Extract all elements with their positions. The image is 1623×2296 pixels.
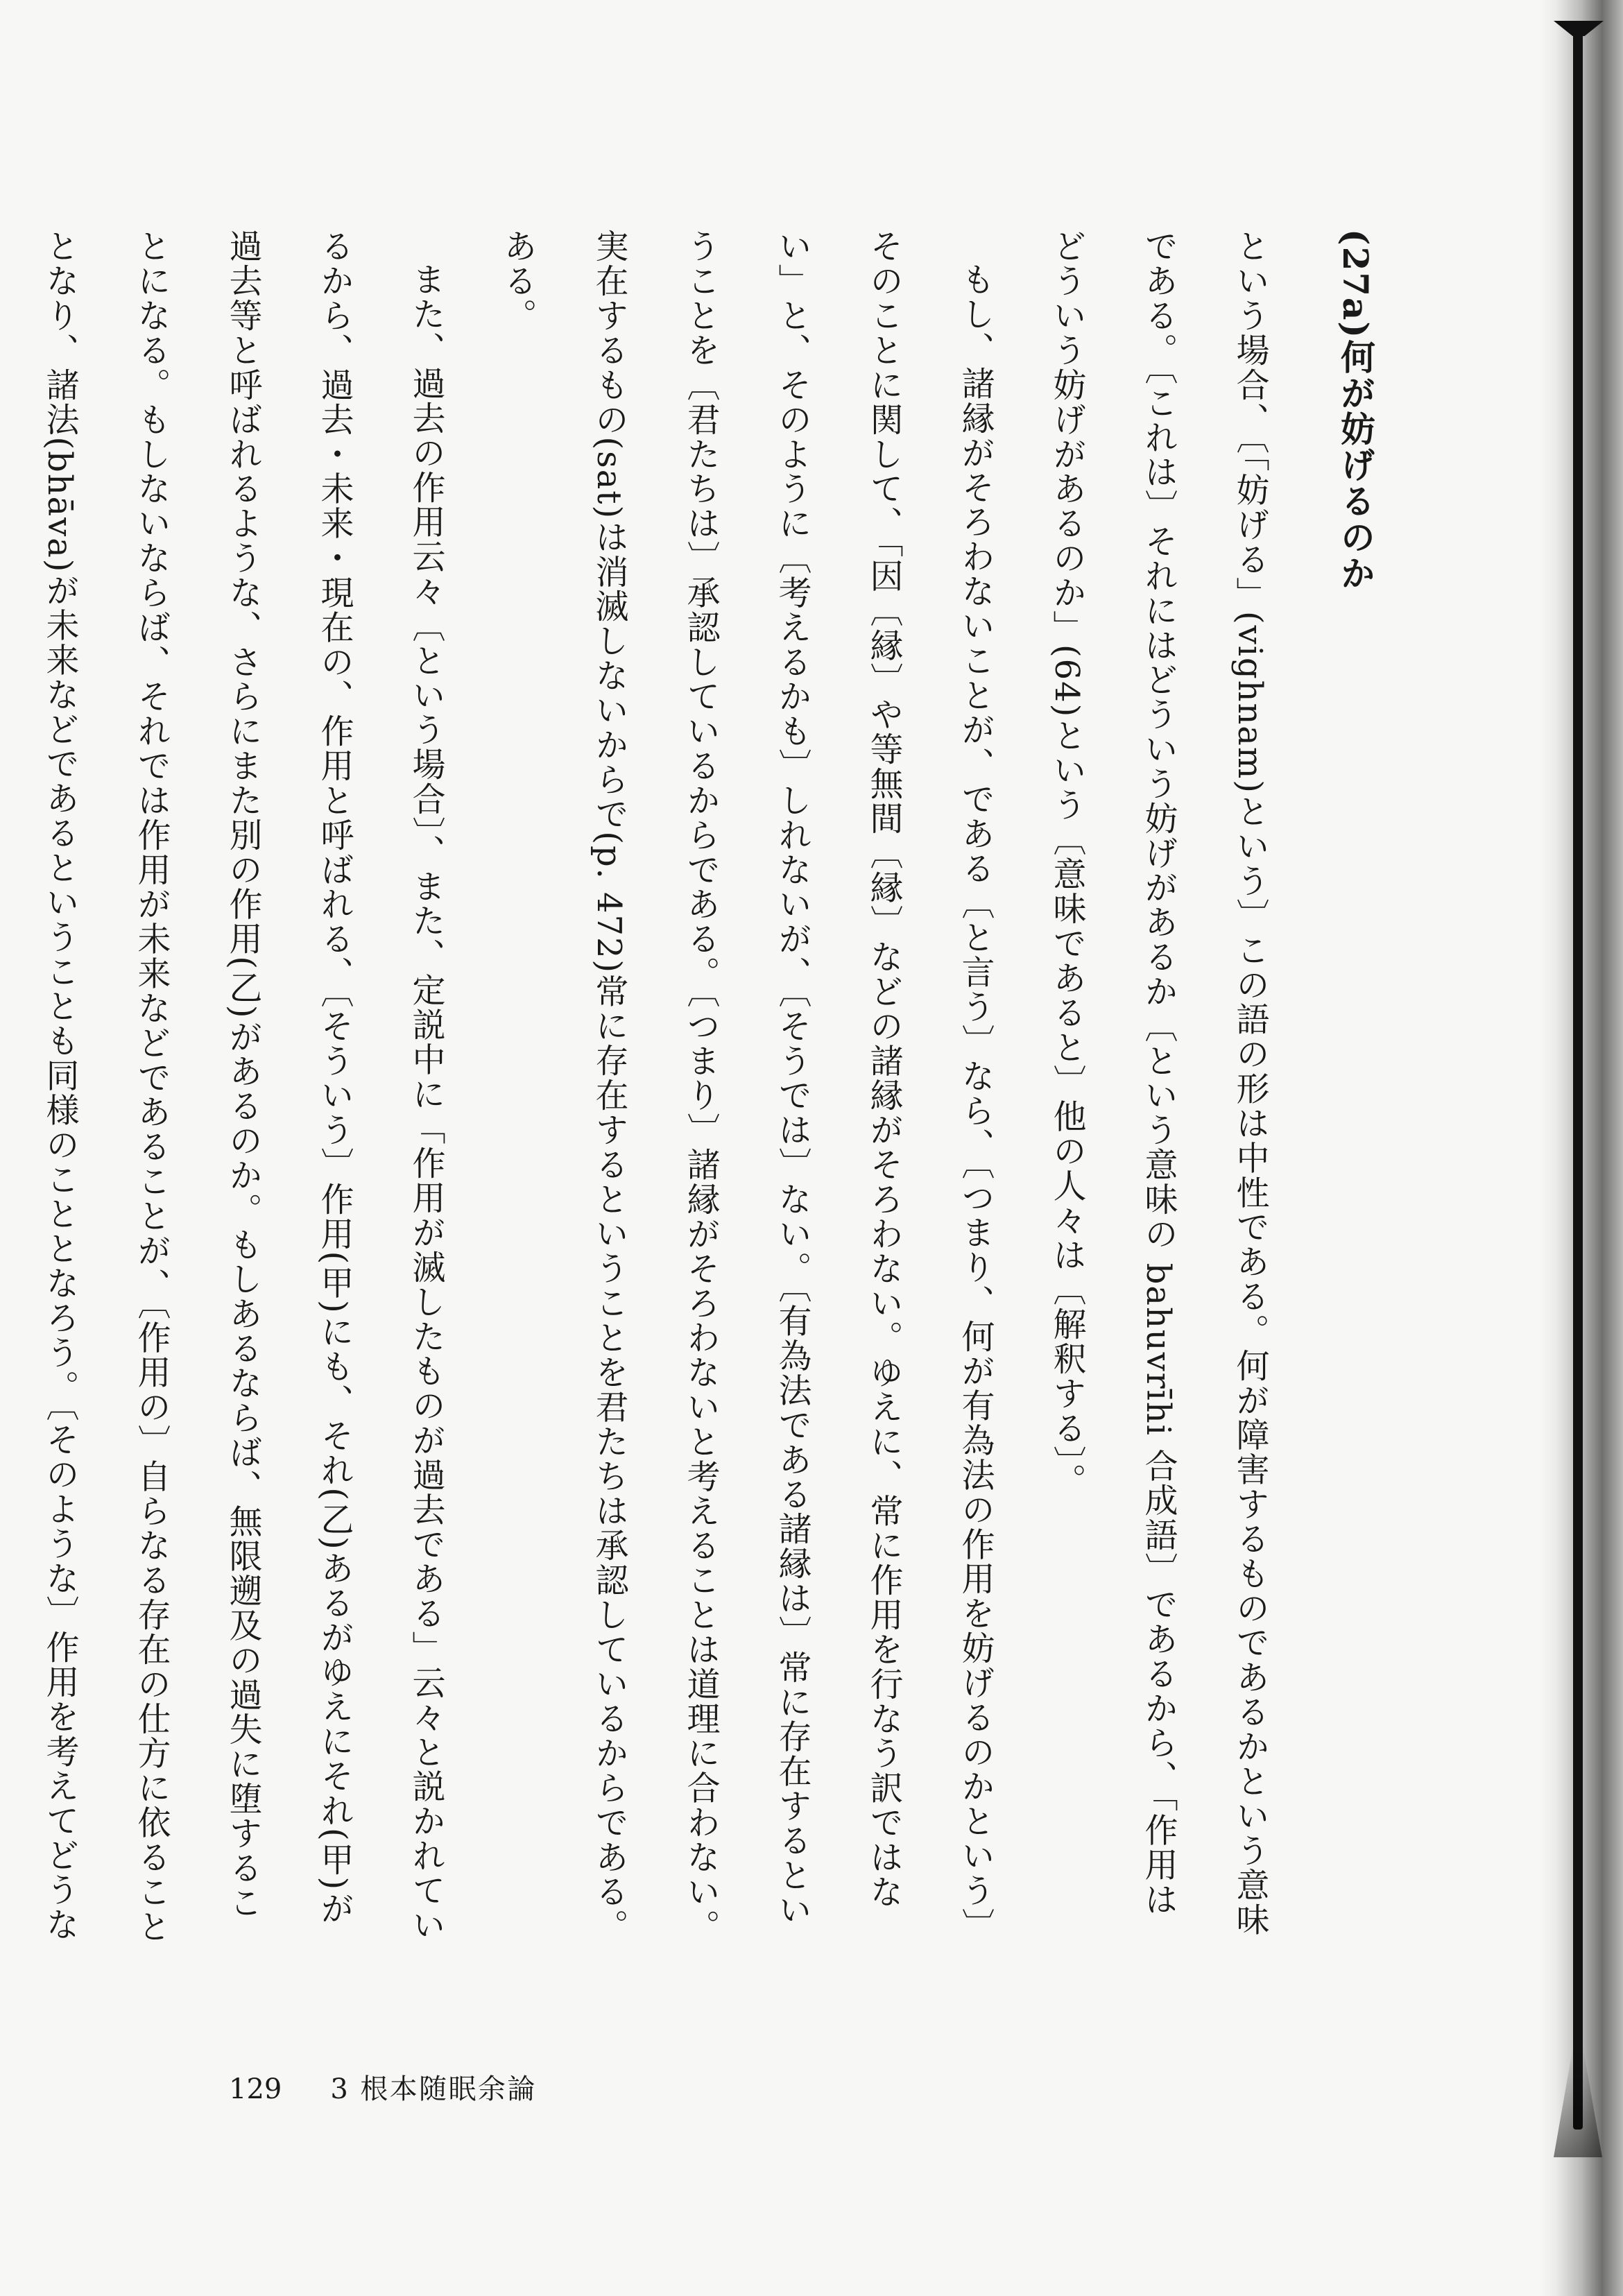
paragraph: もし、諸縁がそろわないことが、である〔と言う〕なら、〔つまり、何が有為法の作用を妨げるのかという〕そのことに関して、「因〔縁〕や等無間〔縁〕などの諸縁がそろわない。ゆえに、常に作用を行なう訳ではない」と、そのように〔考えるかも〕しれないが、〔そうでは〕ない。〔有為法である諸縁は〕常に存在するということを〔君たちは〕承認しているからである。〔つまり〕諸縁がそろわないと考えることは道理に合わない。実在するもの(sat)は消滅しないからで(p. 472)常に存在するということを君たちは承認しているからである。 [590, 229, 995, 1944]
section-heading: (27a)何が妨げるのか [1335, 229, 1376, 592]
binding-edge-line [1573, 28, 1583, 2130]
page-number: 129 [229, 2073, 282, 2105]
page-footer [229, 2067, 537, 2109]
vertical-text-body [40, 229, 1401, 1949]
paragraph: また、過去の作用云々〔という場合〕、また、定説中に「作用が滅したものが過去である」云々と説かれているから、過去・未来・現在の、作用と呼ばれる、〔そういう〕作用(甲)にも、それ(乙)あるがゆえにそれ(甲)が過去等と呼ばれるような、さらにまた別の作用(乙)があるのか。もしあるならば、無限遡及の過失に堕することになる。もしないならば、それでは作用が未来などであることが、〔作用の〕自らなる存在の仕方に依ることとなり、諸法(bhāva)が未来などであるということも同様のこととなろう。〔そのような〕作用を考えてどうな [40, 229, 445, 1944]
paragraph: ある。 [498, 229, 537, 333]
running-chapter-title: 3 根本随眠余論 [330, 2073, 537, 2105]
paragraph: という場合、〔「妨げる」(vighnam)という〕この語の形は中性である。何が障害するものであるかという意味である。〔これは〕それにはどういう妨げがあるか〔という意味の bahuvrīhi 合成語〕であるから、「作用はどういう妨げがあるのか」(64)という〔意味であると〕他の人々は〔解釈する〕。 [1047, 229, 1269, 1937]
